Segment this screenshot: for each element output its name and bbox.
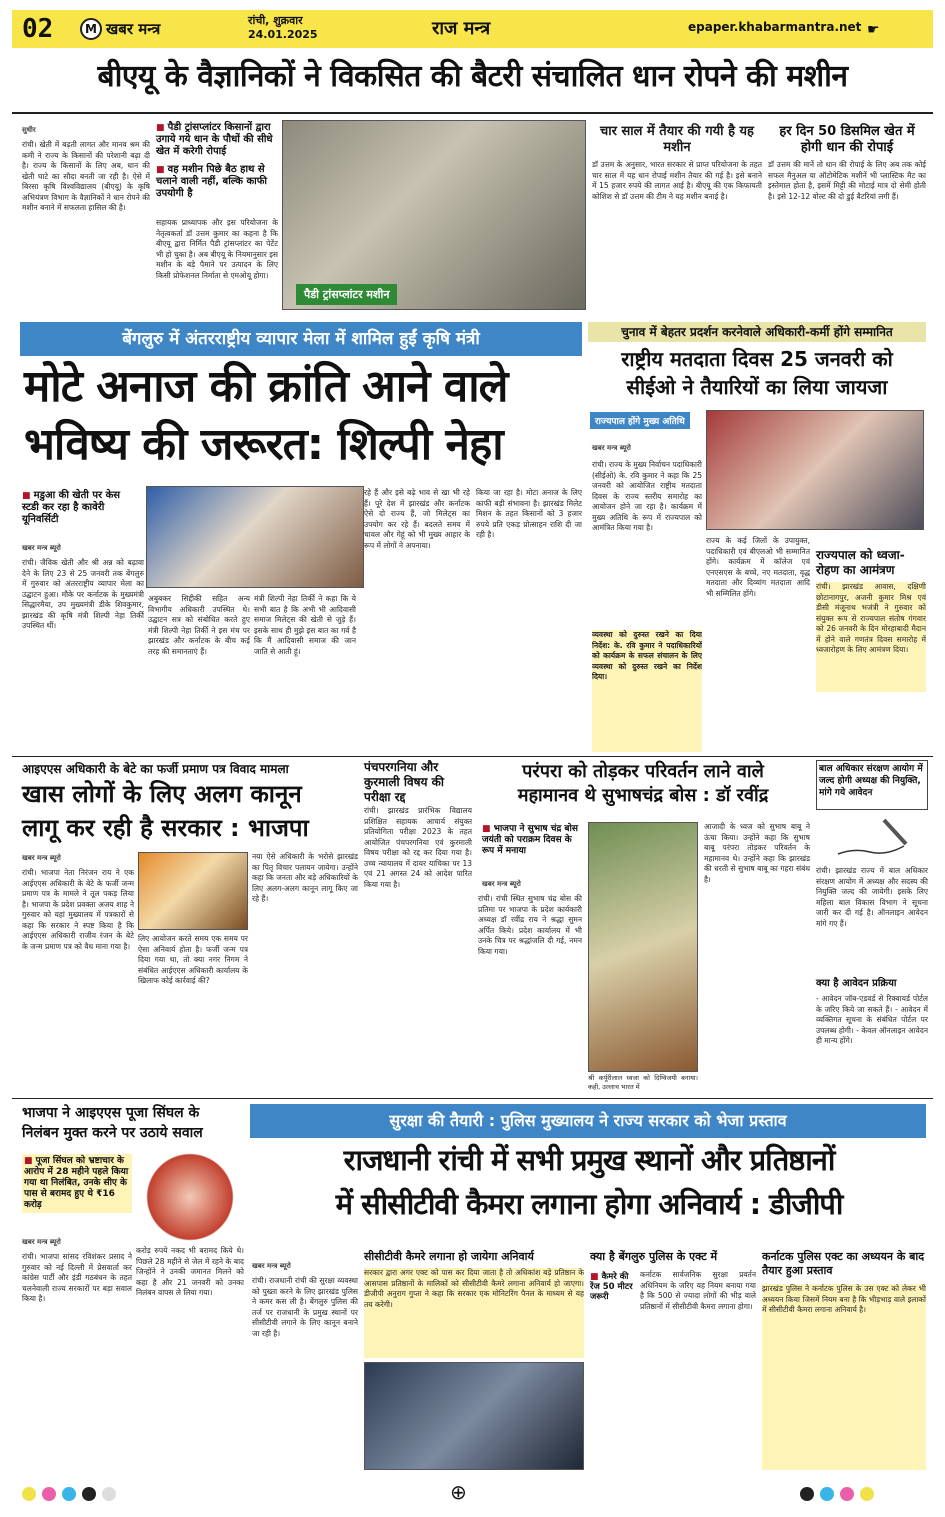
lead-body-1: रांची। खेती में बढ़ती लागत और मानव श्रम की कमी ने राज्य के किसानों की परेशानी बढ़ा दी है। राज्य के किसानों के लिए अब, धान की खेती घाटे का सौदा बनती जा रही है। ऐसे में बिरसा कृषि विश्वविद्यालय (बीएयू) के कृषि अभियंत्रण विभाग के वैज्ञानिकों ने धान रोपने की मशीन बनाने में सफलता हासिल की है।: [22, 140, 150, 212]
lead-byline: सुधीर: [22, 126, 36, 134]
cctv-headline-2: में सीसीटीवी कैमरा लगाना होगा अनिवार्य : डीजीपी: [335, 1187, 843, 1221]
cctv-body-4: झारखंड पुलिस ने कर्नाटक पुलिस के उस एक्ट को लेकर भी अध्ययन किया जिसमें नियम बना है कि भीड़भाड़ वाले इलाकों में सीसीटीवी कैमरा लगाना अनिवार्य है।: [762, 1284, 926, 1470]
election-byline: खबर मन्त्र ब्यूरो: [592, 444, 631, 452]
ias-kicker: आइएएस अधिकारी के बेटे का फर्जी प्रमाण पत्र विवाद मामला: [22, 762, 289, 776]
ias-body-1: रांची। भाजपा नेता निरंजन राय ने एक आईएएस अधिकारी के बेटे के फर्जी जन्म प्रमाण पत्र के मामले ने तूल पकड़ लिया है। भाजपा के प्रदेश प्रवक्ता अजय शाह ने गुरुवार को यहां मुख्यालय में पत्रकारों से कहा कि सरकार ने स्पष्ट किया है कि आईएएस अधिकारी राजीव रंजन के बेटे के जन्म प्रमाण पत्र को वैध माना गया है।: [22, 868, 134, 951]
ias-body-2: लिए आयोजन करते समय एक समय पर ऐसा अनिवार्य होता है। फर्जी जन्म पत्र दिया गया था, तो क्या नगर निगम ने संबंधित आईएएस अधिकारी कार्यालय के खिलाफ कोई कार्रवाई की?: [138, 934, 248, 985]
section-title: राज मन्त्र: [432, 18, 491, 39]
color-registration-marks: [800, 1486, 880, 1505]
paddy-machine-photo: [282, 120, 586, 310]
bose-statue-photo: [588, 822, 698, 1072]
page-number: 02: [22, 14, 54, 44]
election-banner: चुनाव में बेहतर प्रदर्शन करनेवाले अधिकारी-कर्मी होंगे सम्मानित: [588, 322, 926, 342]
agri-banner: बेंगलुरु में अंतरराष्ट्रीय व्यापार मेला में शामिल हुईं कृषि मंत्री: [20, 322, 582, 356]
cctv-body-2: सरकार द्वारा अगर एक्ट को पास कर दिया जाता है तो अधिकांश बड़े प्रतिष्ठान के आसपास प्रतिष्ठानों के मालिकों को सीसीटीवी कैमरे लगाना अनिवार्य हो जाएगा। डीजीपी अनुराग गुप्ता ने कहा कि सरकार एक मोनिटरिंग पैनल के माध्यम से यह तय करेगी।: [364, 1268, 584, 1358]
pooja-body-2: करोड़ रुपये नकद भी बरामद किये थे। पिछले 28 महीने से जेल में रहने के बाद जिन्होंने ने उनकी जमानत मिलने को कहा है और 21 जनवरी को उनका निलंबन वापस ले लिया गया।: [136, 1246, 244, 1297]
bose-caption: श्री कर्पूरीलाल ध्वजा को दिग्विजयी बनाया। कही, उल्लाच भारत में: [588, 1074, 698, 1091]
ias-byline: खबर मन्त्र ब्यूरो: [22, 854, 61, 862]
agri-body-2: अबुबकर सिद्दीकी सहित अन्य विभागीय अधिकारी उपस्थित थे। उद्घाटन सत्र को संबोधित करते हुए मंत्री शिल्पी नेहा तिर्की ने इस मंच पर झारखंड और कर्नाटक के बीच कई तरह की समानताएं हैं।: [148, 594, 250, 656]
election-tag: राज्यपाल होंगे मुख्य अतिथि: [590, 412, 690, 429]
divider: [12, 756, 933, 757]
governor-body: रांची। झारखंड आवास, दक्षिणी छोटानागपुर, अजनी कुमार मिश्र एवं डीसी मंजूनाथ भजंत्री ने गुरुवार को संयुक्त रूप से राज्यपाल संतोष गंगवार को 26 जनवरी के दिन मोरहाबादी मैदान में होने वाले गणतंत्र दिवस समारोह में ध्वजारोहण के लिए आमंत्रण दिया।: [816, 582, 926, 692]
recruit-steps: - आवेदन जॉब-एडवर्ड से रिक्वायर्ड पोर्टल के जरिए किये जा सकते हैं। - आवेदन में व्यक्तिगत सूचना के संबंधित पोर्टल पर उपलब्ध होगी। - केवल ऑनलाइन आवेदन ही मान्य होंगे।: [816, 994, 928, 1045]
cctv-banner: सुरक्षा की तैयारी : पुलिस मुख्यालय ने राज्य सरकार को भेजा प्रस्ताव: [250, 1104, 926, 1138]
pen-writing-icon: [834, 814, 914, 860]
bose-byline: खबर मन्त्र ब्यूरो: [482, 880, 521, 888]
recruit-body: रांची। झारखंड राज्य में बाल अधिकार संरक्षण आयोग में अध्यक्ष और सदस्य की नियुक्ति जल्द की जायेगी। इसके लिए महिला बाल विकास विभाग ने सूचना जारी कर दी गई है। ऑनलाइन आवेदन मांगे गए हैं।: [816, 866, 928, 928]
bose-headline-1: परंपरा को तोड़कर परिवर्तन लाने वाले: [522, 761, 764, 782]
cctv-subhead-2: क्या है बेंगलुरु पुलिस के एक्ट में: [590, 1250, 718, 1263]
lead-subhead-2: हर दिन 50 डिसमिल खेत में होगी धान की रोपाई: [779, 124, 915, 155]
lead-body-4: डॉ उत्तम की मानें तो धान की रोपाई के लिए अब तक कोई सफल मैनुअल या ऑटोमेटिक मशीनें भी प्लास्टिक मैट का इस्तेमाल होता है, इसमें मिट्टी की मोटाई मात्र दो सेमी होती है। इसे 12-12 वोल्ट की दो डुई बैटरियां लगी हैं।: [768, 160, 926, 201]
ias-headline-1: खास लोगों के लिए अलग कानून: [22, 780, 302, 808]
election-meeting-photo: [706, 410, 924, 530]
cctv-body-1: रांची। राजधानी रांची की सुरक्षा व्यवस्था को पुख्ता करने के लिए झारखंड पुलिस ने कमर कस ली है। बेंगलुरु पुलिस की तर्ज पर राजधानी के प्रमुख स्थानों पर सीसीटीवी लगाने के लिए कानून बनाने जा रही है।: [252, 1276, 358, 1338]
agri-body-5: किया जा रहा है। मोटा अनाज के लिए काफी बड़ी संभावना है। झारखंड मिलेट मिशन के तहत किसानों को 3 हजार रुपये प्रति एकड़ प्रोत्साहन राशि दी जा रही है।: [476, 488, 582, 539]
agri-body-1: रांची। जैविक खेती और श्री अन्न को बढ़ावा देने के लिए 23 से 25 जनवरी तक बेंगलुरु में गुरुवार को अंतरराष्ट्रीय व्यापार मेला का उद्घाटन हुआ। मौके पर कर्नाटक के मुख्यमंत्री सिद्धारमैया, उप मुख्यमंत्री डीके शिवकुमार, झारखंड की कृषि मंत्री शिल्पी नेहा तिर्की उपस्थित थीं।: [22, 558, 144, 630]
pooja-body-1: रांची। भाजपा सांसद रविशंकर प्रसाद ने गुरुवार को नई दिल्ली में प्रेसवार्ता कर कांग्रेस पार्टी और इंडी गठबंधन के तहत चलनेवाली राज्य सरकारों पर बड़ा सवाल किया है।: [22, 1252, 132, 1303]
pooja-headline-2: निलंबन मुक्त करने पर उठाये सवाल: [22, 1125, 203, 1141]
agri-point: ■ मडुआ की खेती पर केस स्टडी कर रहा है कावेरी यूनिवर्सिटी: [22, 490, 138, 526]
panchayat-headline: पंचपरगनिया और कुरमाली विषय की परीक्षा रद्द: [364, 760, 445, 804]
election-body-2: व्यवस्था को दुरुस्त रखने का दिया निर्देश: के. रवि कुमार ने पदाधिकारियों को कार्यक्रम के सफल संचालन के लिए व्यवस्था को दुरुस्त रखने का निर्देश दिया।: [592, 630, 702, 752]
cctv-body-3: कर्नाटक सार्वजनिक सुरक्षा प्रवर्तन अधिनियम के जरिए यह नियम बनाया गया है कि 500 से ज्यादा लोगों की भीड़ वाले प्रतिष्ठानों में सीसीटीवी कैमरा लगाना होगा।: [640, 1270, 756, 1311]
pooja-point: ■ पूजा सिंघल को भ्रष्टाचार के आरोप में 28 महीने पहले किया गया था निलंबित, उनके सीए के पास से बरामद हुए थे ₹16 करोड़: [22, 1154, 132, 1213]
lead-subhead-1: चार साल में तैयार की गयी है यह मशीन: [600, 124, 754, 155]
dateline: [248, 14, 318, 42]
pooja-headline-1: भाजपा ने आइएएस पूजा सिंघल के: [22, 1105, 200, 1121]
brand-name: खबर मन्त्र: [106, 20, 161, 38]
cctv-byline: खबर मन्त्र ब्यूरो: [252, 1262, 291, 1270]
agri-body-4: रहे हैं और इसे बढ़े भाव से खा भी रहे हैं। पूरे देश में झारखंड और कर्नाटक ऐसे दो राज्य हैं, जो मिलेट्स का उपयोग कर रहे हैं। बदलते समय में चावल और गेहूं को भी मुख्य आहार के रूप में लोगों ने अपनाया।: [364, 488, 470, 550]
election-body-3: राज्य के कई जिलों के उपायुक्त, पदाधिकारी एवं बीएलओ भी सम्मानित होंगे। कार्यक्रम में कॉलेज एवं एनएसएस के बच्चे, नए मतदाता, वृद्ध मतदाता और दिव्यांग मतदाता आदि भी सम्मिलित होंगे।: [706, 536, 810, 598]
lead-point-2: ■ वह मशीन पिछे बैठ हाथ से चलाने वाली नहीं, बल्कि काफी उपयोगी है: [156, 164, 276, 200]
lead-body-3: डॉ उत्तम के अनुसार, भारत सरकार से प्राप्त परियोजना के तहत चार साल में यह धान रोपाई मशीन तैयार की गई है। इसे बनाने में 15 हजार रुपये की लागत आई है। बीएयू की एक किफायती कोशिश से डॉ उत्तम की टीम ने यह मशीन बनाई है।: [592, 160, 762, 201]
agri-byline: खबर मन्त्र ब्यूरो: [22, 544, 61, 552]
cctv-headline-1: राजधानी रांची में सभी प्रमुख स्थानों और प्रतिष्ठानों: [343, 1143, 835, 1177]
brand-logo-icon: M: [80, 18, 102, 40]
lead-point-1: ■ पैडी ट्रांसप्लांटर किसानों द्वारा उगाये गये धान के पौधों की सीधे खेत में करेगी रोपाई: [156, 122, 276, 158]
agri-event-photo: [146, 486, 364, 588]
lead-body-2: सहायक प्राध्यापक और इस परियोजना के नेतृत्वकर्ता डॉ उत्तम कुमार का कहना है कि बीएयू द्वारा निर्मित पैडी ट्रांसप्लांटर का पेटेंट भी हो चुका है। अब बीएयू के नियमानुसार इस मशीन के बड़े पैमाने पर उत्पादन के लिए किसी प्रोफेशनल निर्माता से एमओयू होगा।: [156, 218, 278, 280]
panchayat-body: रांची। झारखंड प्रारंभिक विद्यालय प्रशिक्षित सहायक आचार्य संयुक्त प्रतियोगिता परीक्षा 2023 के तहत आयोजित पंचपरगनिया एवं कुरमाली विषय परीक्षा को रद्द कर दिया गया है। उच्च न्यायालय में दायर याचिका पर 13 एवं 21 अगस्त 24 को आदेश पारित किया गया है।: [364, 806, 472, 889]
crosshair-icon: ⊕: [450, 1480, 467, 1504]
city-day: रांची, शुक्रवार: [248, 14, 303, 27]
bose-headline-2: महामानव थे सुभाषचंद्र बोस : डॉ रवींद्र: [517, 785, 769, 806]
governor-title: राज्यपाल को ध्वजा-रोहण का आमंत्रण: [816, 548, 905, 577]
bose-point: ■ भाजपा ने सुभाष चंद्र बोस जयंती को पराक्रम दिवस के रूप में मनाया: [482, 824, 582, 857]
ias-press-photo: [138, 852, 248, 930]
ias-body-3: नया ऐसे अधिकारी के भरोसे झारखंड का पितृ विचार पलायन जायेगा। उन्होंने कहा कि जनता और बड़े अधिकारियों के लिए अलग-अलग कानून लागू किए जा रहे हैं।: [252, 852, 358, 903]
election-body-1: रांची। राज्य के मुख्य निर्वाचन पदाधिकारी (सीईओ) के. रवि कुमार ने कहा कि 25 जनवरी को आयोजित राष्ट्रीय मतदाता दिवस के राज्य स्तरीय समारोह का आयोजन होने जा रहा है। कार्यक्रम में मुख्य अतिथि के रूप में राज्यपाल को आमंत्रित किया गया है।: [592, 460, 702, 532]
agri-body-3: मंत्री शिल्पी नेहा तिर्की ने कहा कि ये सभी बात है कि अभी भी आदिवासी समाज मिलेट्स की खेती से जुड़े हैं। इसके साथ ही मुझे इस बात का गर्व है कि मैं आदिवासी समाज की जान जाति से आती हूं।: [254, 594, 356, 656]
pooja-portrait-photo: [136, 1152, 244, 1242]
lead-headline: बीएयू के वैज्ञानिकों ने विकसित की बैटरी संचालित धान रोपने की मशीन: [97, 59, 848, 94]
epaper-url[interactable]: epaper.khabarmantra.net: [688, 20, 862, 34]
agri-headline-2: भविष्य की जरूरत: शिल्पी नेहा: [24, 419, 503, 470]
cctv-subhead-1: सीसीटीवी कैमरे लगाना हो जायेगा अनिवार्य: [364, 1250, 534, 1263]
divider: [12, 112, 933, 114]
recruit-title: बाल अधिकार संरक्षण आयोग में जल्द होगी अध्यक्ष की नियुक्ति, मांगे गये आवेदन: [816, 760, 928, 810]
cctv-control-room-photo: [364, 1362, 584, 1470]
agri-headline-1: मोटे अनाज की क्रांति आने वाले: [24, 361, 508, 412]
lead-side-points: [156, 122, 276, 200]
cctv-subhead-3: कर्नाटक पुलिस एक्ट का अध्ययन के बाद तैयार हुआ प्रस्ताव: [762, 1250, 925, 1277]
bose-body-2: आजादी के ध्वज को सुभाष बाबू ने ऊंचा किया। उन्होंने कहा कि सुभाष बाबू परंपरा तोड़कर परिवर्तन के महामानव थे। उन्होंने कहा कि झारखंड की धरती से सुभाष बाबू का गहरा संबंध है।: [704, 822, 810, 884]
color-registration-marks: [22, 1486, 122, 1505]
photo-caption: पैडी ट्रांसप्लांटर मशीन: [296, 284, 397, 305]
recruit-subhead: क्या है आवेदन प्रक्रिया: [816, 978, 897, 989]
cctv-side-point: ■ कैमरे की रेंज 50 मीटर जरूरी: [590, 1272, 636, 1302]
pointer-icon: ☛: [867, 22, 880, 38]
election-headline-1: राष्ट्रीय मतदाता दिवस 25 जनवरी को: [621, 347, 893, 371]
election-headline-2: सीईओ ने तैयारियों का लिया जायजा: [626, 375, 888, 399]
ias-headline-2: लागू कर रही है सरकार : भाजपा: [22, 814, 309, 842]
pooja-byline: खबर मन्त्र ब्यूरो: [22, 1238, 61, 1246]
divider: [12, 1098, 933, 1099]
date: 24.01.2025: [248, 28, 318, 41]
bose-body-1: रांची। रांची स्थित सुभाष चंद्र बोस की प्रतिमा पर भाजपा के प्रदेश कार्यकारी अध्यक्ष डॉ रवींद्र राय ने श्रद्धा सुमन अर्पित किये। प्रदेश कार्यालय में भी उनके चित्र पर श्रद्धांजलि दी गई, नमन किया गया।: [478, 894, 582, 956]
